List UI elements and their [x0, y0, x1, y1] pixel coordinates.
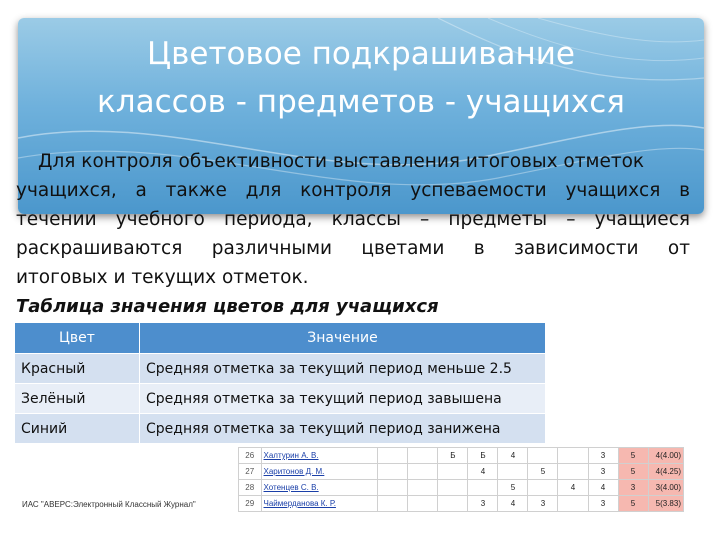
grade-cell: 4 [588, 480, 618, 496]
highlighted-grade-cell: 5 [618, 496, 648, 512]
header-color: Цвет [15, 323, 140, 354]
final-grade-cell: 5(3.83) [648, 496, 683, 512]
paragraph-line-1: Для контроля объективности выставления итоговых отметок [38, 151, 645, 172]
grade-cell [438, 496, 468, 512]
color-meaning: Средняя отметка за текущий период завышена [140, 384, 546, 414]
row-number: 28 [239, 480, 262, 496]
grade-cell [558, 496, 588, 512]
color-meaning-table [14, 322, 546, 444]
grade-cell [468, 480, 498, 496]
paragraph-line-5: итоговых и текущих отметок. [16, 267, 309, 288]
color-name: Синий [15, 414, 140, 444]
table-row [239, 464, 684, 480]
grade-cell [408, 496, 438, 512]
student-name-link[interactable]: Чаймерданова К. Р. [261, 496, 378, 512]
highlighted-grade-cell: 5 [618, 464, 648, 480]
paragraph-line-3: течении учебного периода, классы – предметы – учащиеся [16, 209, 690, 230]
grade-cell [378, 496, 408, 512]
color-meaning: Средняя отметка за текущий период меньше 2.5 [140, 354, 546, 384]
student-name-link[interactable]: Хотенцев С. В. [261, 480, 378, 496]
grade-cell [378, 464, 408, 480]
grade-cell: 4 [558, 480, 588, 496]
paragraph-line-4: раскрашиваются различными цветами в зависимости от [16, 238, 690, 259]
title-line-2: классов - предметов - учащихся [97, 84, 625, 120]
row-number: 29 [239, 496, 262, 512]
color-meaning: Средняя отметка за текущий период занижена [140, 414, 546, 444]
grade-cell: 5 [498, 480, 528, 496]
grade-cell: 4 [468, 464, 498, 480]
color-name: Зелёный [15, 384, 140, 414]
student-grades-grid [238, 447, 684, 512]
highlighted-grade-cell: 5 [618, 448, 648, 464]
grade-cell: Б [438, 448, 468, 464]
final-grade-cell: 4(4.25) [648, 464, 683, 480]
grade-cell: 3 [588, 448, 618, 464]
grade-cell: 4 [498, 496, 528, 512]
table-row [239, 480, 684, 496]
grade-cell: 4 [498, 448, 528, 464]
grade-cell [528, 448, 558, 464]
table-row [15, 384, 546, 414]
description-paragraph [16, 147, 690, 292]
paragraph-line-2: учащихся, а также для контроля успеваемости учащихся в [16, 180, 690, 201]
table-header-row [15, 323, 546, 354]
grade-cell [558, 448, 588, 464]
grade-cell [408, 464, 438, 480]
grade-cell [528, 480, 558, 496]
grade-cell: 3 [528, 496, 558, 512]
grade-cell: Б [468, 448, 498, 464]
grade-cell [408, 448, 438, 464]
color-name: Красный [15, 354, 140, 384]
student-name-link[interactable]: Халтурин А. В. [261, 448, 378, 464]
grade-cell: 3 [588, 464, 618, 480]
grade-cell: 3 [588, 496, 618, 512]
table-row [239, 448, 684, 464]
row-number: 26 [239, 448, 262, 464]
grade-cell [498, 464, 528, 480]
final-grade-cell: 3(4.00) [648, 480, 683, 496]
grade-cell [558, 464, 588, 480]
table-caption: Таблица значения цветов для учащихся [16, 296, 439, 317]
table-row [239, 496, 684, 512]
title-line-1: Цветовое подкрашивание [147, 36, 575, 72]
page-title [18, 30, 704, 126]
grade-cell [408, 480, 438, 496]
grade-cell: 5 [528, 464, 558, 480]
student-name-link[interactable]: Харитонов Д. М. [261, 464, 378, 480]
table-row [15, 414, 546, 444]
grade-cell [438, 480, 468, 496]
header-meaning: Значение [140, 323, 546, 354]
footer-caption: ИАС "АВЕРС:Электронный Классный Журнал" [22, 500, 196, 509]
grade-cell: 3 [468, 496, 498, 512]
highlighted-grade-cell: 3 [618, 480, 648, 496]
grade-cell [378, 480, 408, 496]
grade-cell [438, 464, 468, 480]
final-grade-cell: 4(4.00) [648, 448, 683, 464]
row-number: 27 [239, 464, 262, 480]
grade-cell [378, 448, 408, 464]
table-row [15, 354, 546, 384]
